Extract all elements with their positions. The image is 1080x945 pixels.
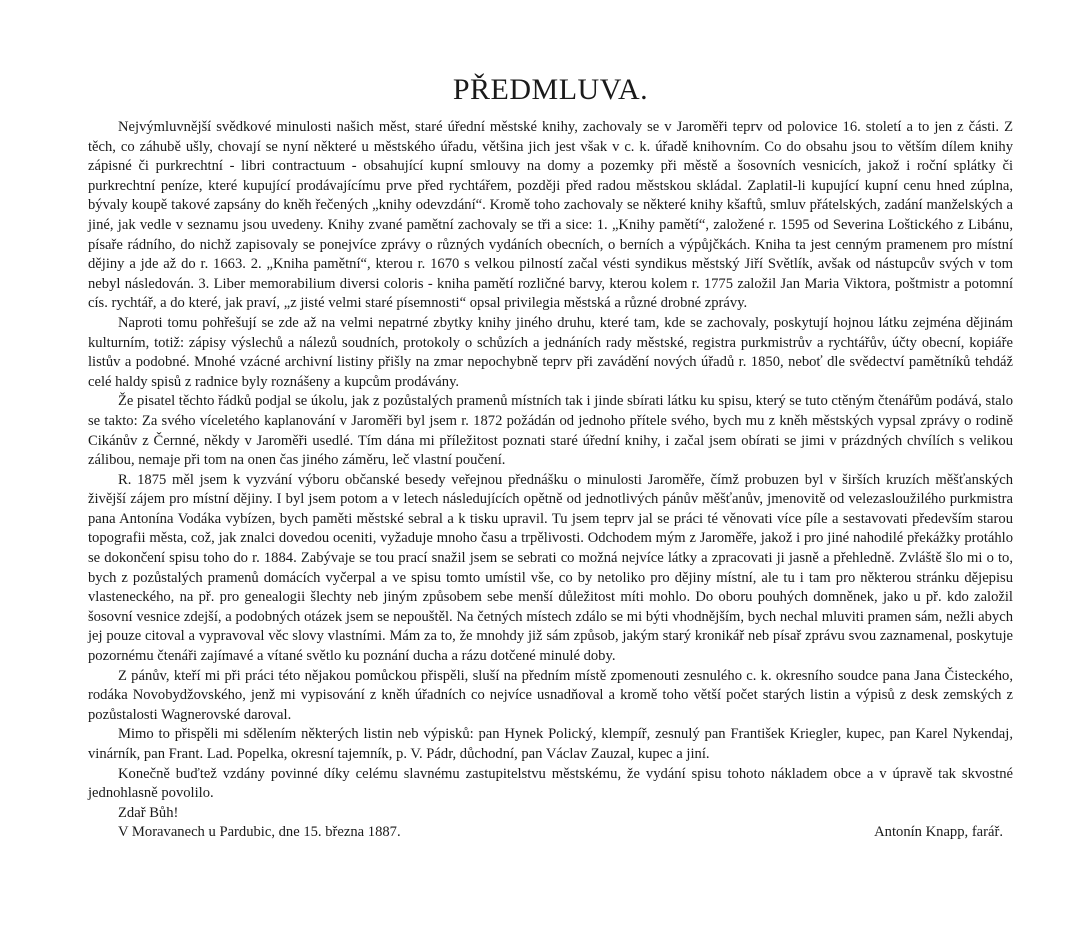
place-date: V Moravanech u Pardubic, dne 15. března 1887. [118, 824, 401, 841]
paragraph-7: Konečně buďtež vzdány povinné díky celému slavnému zastupitelstvu městskému, že vydání spisu tohoto nákladem obce a v úpravě tak skvostné jednohlasně povolilo. [88, 765, 1013, 802]
paragraph-1: Nejvýmluvnější svědkové minulosti našich měst, staré úřední městské knihy, zachovaly se v Jaroměři teprv od polovice 16. století a to jen z části. Z těch, co záhubě ušly, chovají se nyní některé u městského úřadu, většina jich jest však v c. k. úřadě knihovním. Co do obsahu jsou to větším dílem knihy zápisné či purkrechtní - libri contractuum - obsahující kupní smlouvy na domy a pozemky při městě a šosovních vesnicích, jakož i roční splátky či purkrechtní peníze, které kupující prodávajícímu prve před rychtářem, později před radou městskou skládal. Zaplatil-li kupující kupní cenu hned zúplna, bývaly koupě takové zapsány do kněh řečených „knihy odevzdání“. Kromě toho zachovaly se některé knihy kšaftů, smluv přátelských, zadání manželských a jiné, jak vedle v seznamu jsou uvedeny. Knihy zvané pamětní zachovaly se tři a sice: 1. „Knihy pamětí“, založené r. 1595 od Severina Loštického z Libánu, písaře rádního, do nichž zapisovaly se ponejvíce zprávy o různých vydáních obecních, o berních a výpůjčkách. Kniha ta jest cenným pramenem pro místní dějiny a jde až do r. 1663. 2. „Kniha pamětní“, kterou r. 1670 s velkou pilností začal vésti syndikus městský Jiří Světlík, avšak od nástupcův svých v tom nebyl následován. 3. Liber memorabilium diversi coloris - kniha pamětí rozličné barvy, kterou kolem r. 1775 založil Jan Maria Viktora, poštmistr a potomní cís. rychtář, a do které, jak praví, „z jisté velmi staré písemnosti“ opsal privilegia městská a různé drobné zprávy. [88, 119, 1013, 312]
paragraph-3: Že pisatel těchto řádků podjal se úkolu, jak z pozůstalých pramenů místních tak i jinde sbírati látku ku spisu, který se tuto ctěným čtenářům podává, stalo se takto: Za svého víceletého kaplanování v Jaroměři byl jsem r. 1872 požádán od jednoho přítele svého, bych mu z kněh městských vypsal zprávy o rodině Cikánův z Černné, někdy v Jaroměři usedlé. Tím dána mi příležitost poznati staré úřední knihy, i začal jsem obírati se jimi v prázdných chvílích s velikou zálibou, nemaje při tom na onen čas jiného záměru, leč vlastní poučení. [88, 393, 1013, 469]
author-signature: Antonín Knapp, farář. [874, 824, 1003, 841]
paragraph-4: R. 1875 měl jsem k vyzvání výboru občanské besedy veřejnou přednášku o minulosti Jaroměře, čímž probuzen byl v širších kruzích měšťanských živější zájem pro místní dějiny. I byl jsem potom a v letech následujících opětně od jednotlivých pánův měšťanův, jmenovitě od velezasloužilého purkmistra pana Antonína Vodáka vybízen, bych paměti městské sebral a k tisku upravil. Tu jsem teprv jal se práci té věnovati více píle a sestavovati především starou topografii města, což, jak znalci dovedou oceniti, vyžaduje mnoho času a trpělivosti. Odchodem mým z Jaroměře, jakož i pro jiné nahodilé překážky protáhlo se dokončení spisu toho do r. 1884. Zabývaje se tou prací snažil jsem se sebrati co možná nejvíce látky a zpracovati ji jasně a přehledně. Zvláště šlo mi o to, bych z pozůstalých pramenů domácích vyčerpal a ve spisu tomto umístil vše, co by netoliko pro dějiny místní, ale tu i tam pro některou stránku dějepisu vlasteneckého, na př. pro genealogii šlechty neb jiným způsobem sebe menší důležitost míti mohlo. Do oboru pouhých domněnek, jako u př. kdo založil šosovní vesnice zdejší, a podobných otázek jsem se nepouštěl. Na četných místech zdálo se mi býti vhodnějším, bych nechal mluviti pramen sám, nežli abych jej pouze citoval a vypravoval věc slovy vlastními. Mám za to, že mnohdy již sám způsob, jakým starý kronikář neb písař zprávu svou zaznamenal, poskytuje pozornému čtenáři zajímavé a vítané světlo ku poznání ducha a rázu dotčené minulé doby. [88, 471, 1013, 665]
signature-row [88, 823, 1013, 843]
paragraph-2: Naproti tomu pohřešují se zde až na velmi nepatrné zbytky knihy jiného druhu, které tam, kde se zachovaly, poskytují hojnou látku zejména dějinám kulturním, totiž: zápisy výslechů a nálezů soudních, protokoly o schůzích a jednáních rady městské, registra purkmistrův a rychtářův, účty obecní, kopiáře listův a podobné. Mnohé vzácné archivní listiny přišly na zmar nepochybně teprv při zavádění nových úřadů r. 1850, neboť dle svědectví pamětníků tehdáž celé haldy spisů z radnice byly roznášeny a kupcům prodávány. [88, 314, 1013, 390]
document-page [88, 70, 1013, 843]
page-title: PŘEDMLUVA. [452, 73, 649, 106]
paragraph-5: Z pánův, kteří mi při práci této nějakou pomůckou přispěli, sluší na předním místě zpomenouti zesnulého c. k. okresního soudce pana Jana Čisteckého, rodáka Novobydžovského, jenž mi vypisování z kněh úřadních co nejvíce usnadňoval a kromě toho větší počet starých listin a výpisů z desk zemských z pozůstalosti Wagnerovské daroval. [88, 667, 1013, 723]
closing-greeting: Zdař Bůh! [118, 804, 179, 821]
paragraph-6: Mimo to přispěli mi sdělením některých listin neb výpisků: pan Hynek Polický, klempíř, zesnulý pan František Kriegler, kupec, pan Karel Nykendaj, vinárník, pan Frant. Lad. Popelka, okresní tajemník, p. V. Pádr, důchodní, pan Václav Zauzal, kupec a jiní. [88, 726, 1013, 762]
